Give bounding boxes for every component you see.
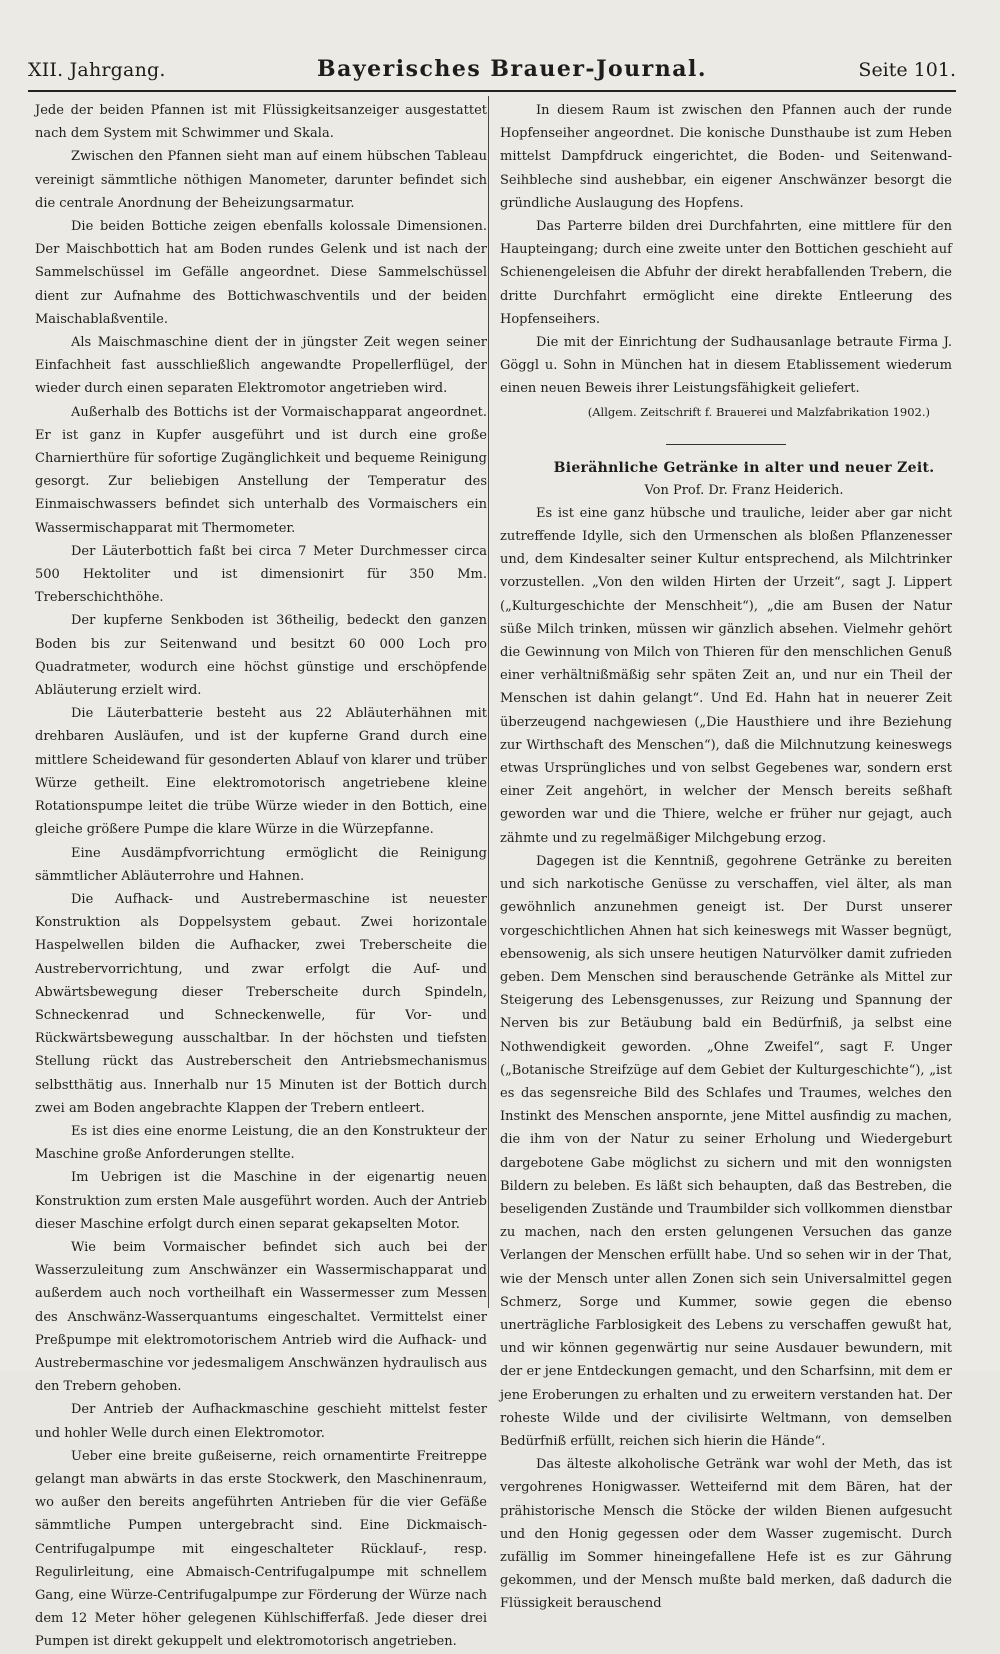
page-header bbox=[28, 56, 956, 86]
paragraph: Jede der beiden Pfannen ist mit Flüssigkeitsanzeiger ausgestattet nach dem System mit Schwimmer und Skala. bbox=[35, 103, 487, 142]
paragraph: Das älteste alkoholische Getränk war wohl der Meth, das ist vergohrenes Honigwasser. Wetteifernd mit dem Bären, hat der prähistorische Mensch die Stöcke der wilden Bienen aufgesucht und den Honig gegessen oder dem Wasser zugemischt. Durch zufällig im Sommer hineingefallene Hefe ist es zur Gährung gekommen, und der Mensch mußte bald merken, daß dadurch die Flüssigkeit berauschend bbox=[500, 1457, 952, 1612]
paragraph: Die beiden Bottiche zeigen ebenfalls kolossale Dimensionen. Der Maischbottich hat am Boden rundes Gelenk und ist nach der Sammelschüssel im Gefälle angeordnet. Diese Sammelschüssel dient zur Aufnahme des Bottichwaschventils und der beiden Maischablaßventile. bbox=[35, 219, 487, 327]
volume-label: XII. Jahrgang. bbox=[28, 59, 166, 81]
paragraph: Als Maischmaschine dient der in jüngster Zeit wegen seiner Einfachheit fast ausschließlich angewandte Propellerflügel, der wieder durch einen separaten Elektromotor angetrieben wird. bbox=[35, 335, 487, 397]
paragraph: Die Läuterbatterie besteht aus 22 Abläuterhähnen mit drehbaren Ausläufen, und ist der kupferne Grand durch eine mittlere Scheidewand für gesonderten Ablauf von klarer und trüber Würze getheilt. Eine elektromotorisch angetriebene kleine Rotationspumpe leitet die trübe Würze wieder in den Bottich, eine gleiche größere Pumpe die klare Würze in die Würzepfanne. bbox=[35, 706, 487, 838]
article-separator bbox=[666, 444, 786, 445]
right-column bbox=[500, 99, 952, 1616]
left-column bbox=[35, 99, 487, 1654]
paragraph: Eine Ausdämpfvorrichtung ermöglicht die Reinigung sämmtlicher Abläuterrohre und Hahnen. bbox=[35, 845, 487, 884]
paragraph: Ueber eine breite gußeiserne, reich ornamentirte Freitreppe gelangt man abwärts in das erste Stockwerk, den Maschinenraum, wo außer den bereits angeführten Antrieben für die vier Gefäße sämmtliche Pumpen untergebracht sind. Eine Dickmaisch-Centrifugalpumpe mit eingeschalteter Rücklauf-, resp. Regulirleitung, eine Abmaisch-Centrifugalpumpe mit schnellem Gang, eine Würze-Centrifugalpumpe zur Förderung der Würze nach dem 12 Meter höher gelegenen Kühlschifferfaß. Jede dieser drei Pumpen ist direkt gekuppelt und elektromotorisch angetrieben. bbox=[35, 1448, 487, 1650]
paragraph: Zwischen den Pfannen sieht man auf einem hübschen Tableau vereinigt sämmtliche nöthigen Manometer, darunter befindet sich die centrale Anordnung der Beheizungsarmatur. bbox=[35, 149, 487, 211]
paragraph: Dagegen ist die Kenntniß, gegohrene Getränke zu bereiten und sich narkotische Genüsse zu verschaffen, viel älter, als man gewöhnlich anzunehmen geneigt ist. Der Durst unserer vorgeschichtlichen Ahnen hat sich keineswegs mit Wasser begnügt, ebensowenig, als sich unsere heutigen Naturvölker damit zufrieden geben. Dem Menschen sind berauschende Getränke als Mittel zur Steigerung des Lebensgenusses, zur Reizung und Spannung der Nerven bis zur Betäubung bald ein Bedürfniß, ja selbst eine Nothwendigkeit geworden. „Ohne Zweifel“, sagt F. Unger („Botanische Streifzüge auf dem Gebiet der Kulturgeschichte“), „ist es das segensreiche Bild des Schlafes und Traumes, welches den Instinkt des Menschen anspornte, jene Mittel ausfindig zu machen, die ihm von der Natur zu seiner Erholung und Wiedergeburt dargebotene Gabe möglichst zu sichern und mit den wonnigsten Bildern zu beleben. Es läßt sich behaupten, daß das Bestreben, die beseligenden Zustände und Traumbilder sich vollkommen dienstbar zu machen, nach den ersten gelungenen Versuchen das ganze Verlangen der Menschen erfüllt habe. Und so sehen wir in der That, wie der Mensch unter allen Zonen sich sein Universalmittel gegen Schmerz, Sorge und Kummer, sowie gegen die ebenso unerträgliche Farblosigkeit des Lebens zu verschaffen gewußt hat, und wir können gegenwärtig nur seine Ausdauer bewundern, mit der er jene Entdeckungen gemacht, und den Scharfsinn, mit dem er jene Eroberungen zu erhalten und zu erweitern verstanden hat. Der roheste Wilde und der civilisirte Weltmann, von demselben Bedürfniß erfüllt, reichen sich hierin die Hände“. bbox=[500, 853, 952, 1449]
paragraph: Das Parterre bilden drei Durchfahrten, eine mittlere für den Haupteingang; durch eine zweite unter den Bottichen geschieht auf Schienengeleisen die Abfuhr der direkt herabfallenden Trebern, die dritte Durchfahrt ermöglicht eine direkte Entleerung des Hopfenseihers. bbox=[500, 219, 952, 327]
paragraph: Es ist eine ganz hübsche und trauliche, leider aber gar nicht zutreffende Idylle, sich den Urmenschen als bloßen Pflanzenesser und, dem Kindesalter seiner Kultur entsprechend, als Milchtrinker vorzustellen. „Von den wilden Hirten der Urzeit“, sagt J. Lippert („Kulturgeschichte der Menschheit“), „die am Busen der Natur süße Milch trinken, müssen wir gänzlich absehen. Vielmehr gehört die Gewinnung von Milch von Thieren für den menschlichen Genuß einer verhältnißmäßig sehr späten Zeit an, und nur ein Theil der Menschen ist dahin gelangt“. Und Ed. Hahn hat in neuerer Zeit überzeugend nachgewiesen („Die Hausthiere und ihre Beziehung zur Wirthschaft des Menschen“), daß die Milchnutzung keineswegs etwas Ursprüngliches und von selbst Gegebenes war, sondern erst einer Zeit angehört, in welcher der Mensch bereits seßhaft geworden war und die Thiere, welche er früher nur gejagt, auch zähmte und zu regelmäßiger Milchgebung erzog. bbox=[500, 505, 952, 846]
page-number: Seite 101. bbox=[858, 59, 956, 81]
paragraph: In diesem Raum ist zwischen den Pfannen auch der runde Hopfenseiher angeordnet. Die konische Dunsthaube ist zum Heben mittelst Dampfdruck eingerichtet, die Boden- und Seitenwand-Seihbleche sind aushebbar, ein eigener Anschwänzer besorgt die gründliche Auslaugung des Hopfens. bbox=[500, 103, 952, 211]
paragraph: Im Uebrigen ist die Maschine in der eigenartig neuen Konstruktion zum ersten Male ausgeführt worden. Auch der Antrieb dieser Maschine erfolgt durch einen separat gekapselten Motor. bbox=[35, 1170, 487, 1232]
journal-title: Bayerisches Brauer-Journal. bbox=[317, 56, 708, 82]
paragraph: Der kupferne Senkboden ist 36theilig, bedeckt den ganzen Boden bis zur Seitenwand und besitzt 60 000 Loch pro Quadratmeter, wodurch eine höchst günstige und erschöpfende Abläuterung erzielt wird. bbox=[35, 613, 487, 699]
paragraph: Der Läuterbottich faßt bei circa 7 Meter Durchmesser circa 500 Hektoliter und ist dimensionirt für 350 Mm. Treberschichthöhe. bbox=[35, 543, 487, 606]
source-citation: (Allgem. Zeitschrift f. Brauerei und Malzfabrikation 1902.) bbox=[587, 404, 930, 419]
article-byline: Von Prof. Dr. Franz Heiderich. bbox=[644, 482, 844, 498]
article-title: Bierähnliche Getränke in alter und neuer Zeit. bbox=[553, 459, 935, 476]
paragraph: Die Aufhack- und Austrebermaschine ist neuester Konstruktion als Doppelsystem gebaut. Zwei horizontale Haspelwellen bilden die Aufhacker, zwei Treberscheite die Austrebervorrichtung, und zwar erfolgt die Auf- und Abwärtsbewegung dieser Treberscheite durch Spindeln, Schneckenrad und Schneckenwelle, für Vor- und Rückwärtsbewegung ausschaltbar. In der höchsten und tiefsten Stellung rückt das Austreberscheit den Antriebsmechanismus selbstthätig aus. Innerhalb nur 15 Minuten ist der Bottich durch zwei am Boden angebrachte Klappen der Trebern entleert. bbox=[35, 891, 487, 1116]
paragraph: Es ist dies eine enorme Leistung, die an den Konstrukteur der Maschine große Anforderungen stellte. bbox=[35, 1123, 487, 1163]
column-divider bbox=[488, 96, 489, 1308]
paragraph: Der Antrieb der Aufhackmaschine geschieht mittelst fester und hohler Welle durch einen Elektromotor. bbox=[35, 1402, 487, 1441]
paragraph: Die mit der Einrichtung der Sudhausanlage betraute Firma J. Göggl u. Sohn in München hat in diesem Etablissement wiederum einen neuen Beweis ihrer Leistungsfähigkeit geliefert. bbox=[500, 335, 952, 397]
paragraph: Außerhalb des Bottichs ist der Vormaischapparat angeordnet. Er ist ganz in Kupfer ausgeführt und ist durch eine große Charnierthüre für sofortige Zugänglichkeit und bequeme Reinigung gesorgt. Zur beliebigen Anstellung der Temperatur des Einmaischwassers befindet sich unterhalb des Vormaischers ein Wassermischapparat mit Thermometer. bbox=[35, 404, 487, 536]
header-rule bbox=[28, 90, 956, 92]
paragraph: Wie beim Vormaischer befindet sich auch bei der Wasserzuleitung zum Anschwänzer ein Wassermischapparat und außerdem auch noch vortheilhaft ein Wassermesser zum Messen des Anschwänz-Wasserquantums eingeschaltet. Vermittelst einer Preßpumpe mit elektromotorischem Antrieb wird die Aufhack- und Austrebermaschine vor jedesmaligem Anschwänzen hydraulisch aus den Trebern gehoben. bbox=[35, 1239, 487, 1395]
